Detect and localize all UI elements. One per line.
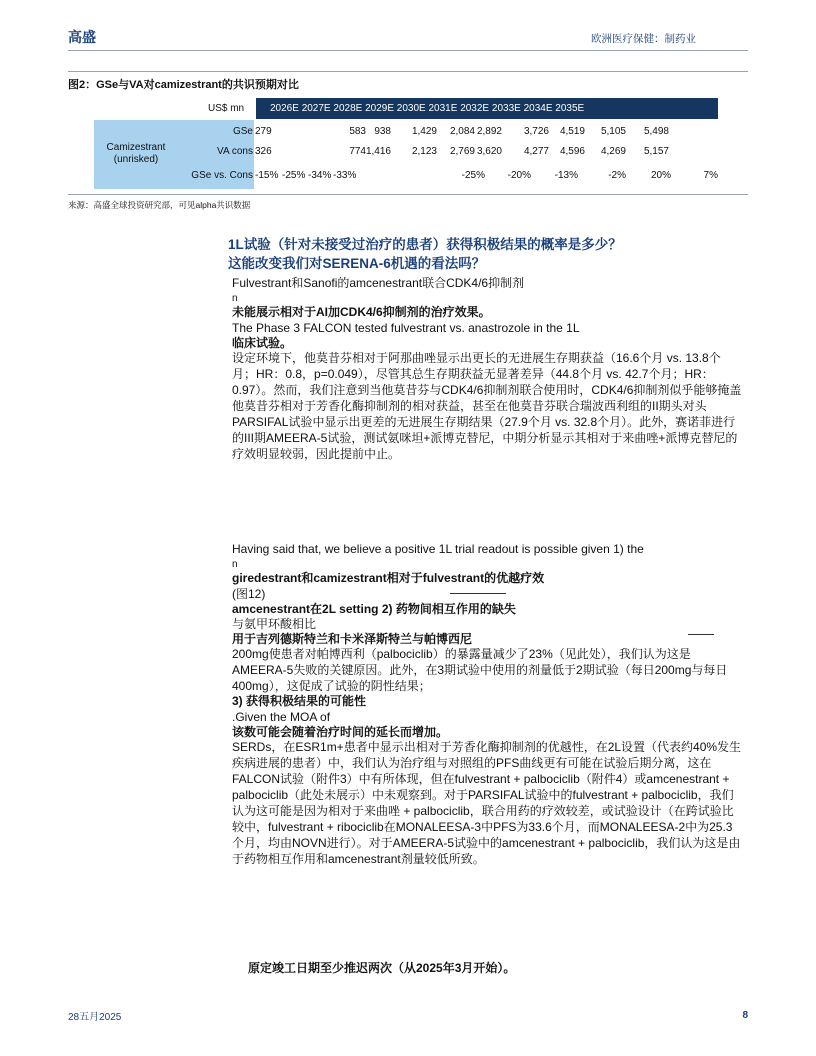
table-cell: -13%	[554, 170, 578, 181]
underline-mark	[450, 593, 506, 594]
year-header: 2035E	[555, 103, 585, 114]
header-divider	[68, 50, 748, 51]
table-cell: 2,892	[476, 126, 502, 137]
body-line: n	[232, 293, 238, 304]
table-cell: -15%	[255, 170, 279, 181]
header-section: 欧洲医疗保健：制药业	[591, 33, 696, 45]
table-cell: -34%	[308, 170, 332, 181]
table-cell: 4,277	[523, 146, 549, 157]
table-cell: 4,596	[559, 146, 585, 157]
table-cell: -20%	[507, 170, 531, 181]
table-cell: 20%	[650, 170, 671, 181]
row-label-va: VA cons	[217, 146, 253, 157]
table-cell: 7%	[703, 170, 718, 181]
table-cell: -25%	[282, 170, 306, 181]
body-line: n	[232, 559, 238, 570]
question-line-2: 这能改变我们对SERENA-6机遇的看法吗？	[228, 256, 486, 271]
closing-line: 原定竣工日期至少推迟两次（从2025年3月开始）。	[248, 961, 516, 975]
body-line: (图12)	[232, 587, 266, 601]
year-header: 2026E	[270, 103, 299, 114]
body-line: amcenestrant在2L setting 2) 药物间相互作用的缺失	[232, 602, 516, 616]
body-line: Having said that, we believe a positive 1L trial readout is possible given 1) the	[232, 542, 644, 556]
row-group-label: Camizestrant (unrisked)	[106, 142, 166, 165]
table-cell: 2,769	[449, 146, 475, 157]
body-line: 临床试验。	[232, 336, 293, 350]
table-cell: -2%	[608, 170, 626, 181]
body-line: giredestrant和camizestrant相对于fulvestrant的优越疗效	[232, 571, 545, 585]
table-cell: 5,105	[600, 126, 626, 137]
table-cell: 2,123	[411, 146, 437, 157]
table-cell: 279	[255, 126, 272, 137]
year-header: 2033E	[491, 103, 521, 114]
row-label-diff: GSe vs. Cons	[191, 170, 253, 181]
body-line: 用于吉列德斯特兰和卡米泽斯特兰与帕博西尼	[232, 632, 473, 646]
body-line: 该数可能会随着治疗时间的延长而增加。	[232, 725, 449, 739]
table-cell: -33%	[333, 170, 357, 181]
body-line: .Given the MOA of	[232, 710, 331, 724]
brand-logo-text: 高盛	[68, 29, 96, 45]
body-line: 3) 获得积极结果的可能性	[232, 694, 367, 708]
year-header: 2034E	[523, 103, 553, 114]
table-units: US$ mn	[208, 103, 245, 114]
table-cell: 326	[255, 146, 272, 157]
table-cell: 3,620	[476, 146, 502, 157]
year-header: 2029E	[365, 103, 395, 114]
table-cell: 2,084	[449, 126, 475, 137]
figure-top-divider	[68, 71, 748, 72]
figure-source: 来源：高盛全球投资研究部，可见alpha共识数据	[68, 200, 251, 210]
year-header: 2027E	[301, 103, 331, 114]
body-line: 与氨甲环酸相比	[232, 617, 317, 631]
table-cell: 4,519	[559, 126, 585, 137]
body-paragraph: SERDs，在ESR1m+患者中显示出相对于芳香化酶抑制剂的优越性，在2L设置（代表约40%发生疾病进展的患者）中，我们认为治疗组与对照组的PFS曲线更有可能在试验后期分离，这在FALCON试验（附件3）中有所体现，但在fulvestrant + palbociclib（附件4）或amcenestrant + palbociclib（此处未展示）中未观察到。对于PARSIFAL试验中的fulvestrant + palbociclib，我们认为这可能是因为相对于来曲唑 + palbociclib，联合用药的疗效较差，或试验设计（在跨试验比较中，fulvestrant + ribociclib在MONALEESA-3中PFS为33.6个月，而MONALEESA-2中为25.3个月，均由NOVN进行）。对于AMEERA-5试验中的amcenestrant + palbociclib，我们认为这是由于药物相互作用和amcenestrant剂量较低所致。	[232, 740, 742, 866]
table-cell: -25%	[461, 170, 485, 181]
year-header: 2030E	[396, 103, 426, 114]
table-cell: 1,429	[411, 126, 437, 137]
table-cell: 4,269	[600, 146, 626, 157]
body-line: The Phase 3 FALCON tested fulvestrant vs. anastrozole in the 1L	[232, 321, 580, 335]
table-cell: 938	[374, 126, 391, 137]
body-paragraph: 设定环境下，他莫昔芬相对于阿那曲唑显示出更长的无进展生存期获益（16.6个月 vs. 13.8个月；HR：0.8，p=0.049），尽管其总生存期获益无显著差异（44.8个月 vs. 42.7个月；HR：0.97）。然而，我们注意到当他莫昔芬与CDK4/6抑制剂联合使用时，CDK4/6抑制剂似乎能够掩盖他莫昔芬相对于芳香化酶抑制剂的相对获益，甚至在他莫昔芬联合瑞波西利组的II期头对头PARSIFAL试验中显示出更差的无进展生存期结果（27.9个月 vs. 32.8个月）。此外，赛诺菲进行的III期AMEERA-5试验，测试氨咪坦+派博克替尼，中期分析显示其相对于来曲唑+派博克替尼的疗效明显较弱，因此提前中止。	[232, 351, 742, 461]
footer-date: 28五月2025	[68, 1012, 122, 1023]
year-header: 2031E	[428, 103, 458, 114]
table-cell: 583	[349, 126, 366, 137]
body-line: 未能展示相对于AI加CDK4/6抑制剂的治疗效果。	[232, 305, 491, 319]
year-header: 2028E	[333, 103, 363, 114]
table-cell: 1,416	[365, 146, 391, 157]
row-label-gse: GSe	[232, 126, 253, 137]
table-cell: 5,498	[643, 126, 669, 137]
table-cell: 3,726	[523, 126, 549, 137]
question-line-1: 1L试验（针对未接受过治疗的患者）获得积极结果的概率是多少？	[228, 237, 622, 252]
body-paragraph: 200mg使患者对帕博西利（palbociclib）的暴露量减少了23%（见此处），我们认为这是AMEERA-5失败的关键原因。此外，在3期试验中使用的剂量低于2期试验（每日200mg与每日400mg），这促成了试验的阴性结果；	[232, 647, 728, 693]
figure-title: 图2：GSe与VA对camizestrant的共识预期对比	[68, 79, 299, 91]
body-line: Fulvestrant和Sanofi的amcenestrant联合CDK4/6抑制剂	[232, 276, 525, 290]
table-cell: 774	[349, 146, 366, 157]
year-header: 2032E	[460, 103, 490, 114]
underline-mark	[688, 634, 714, 635]
page-number: 8	[742, 1010, 748, 1021]
table-cell: 5,157	[643, 146, 669, 157]
source-divider	[68, 194, 748, 195]
